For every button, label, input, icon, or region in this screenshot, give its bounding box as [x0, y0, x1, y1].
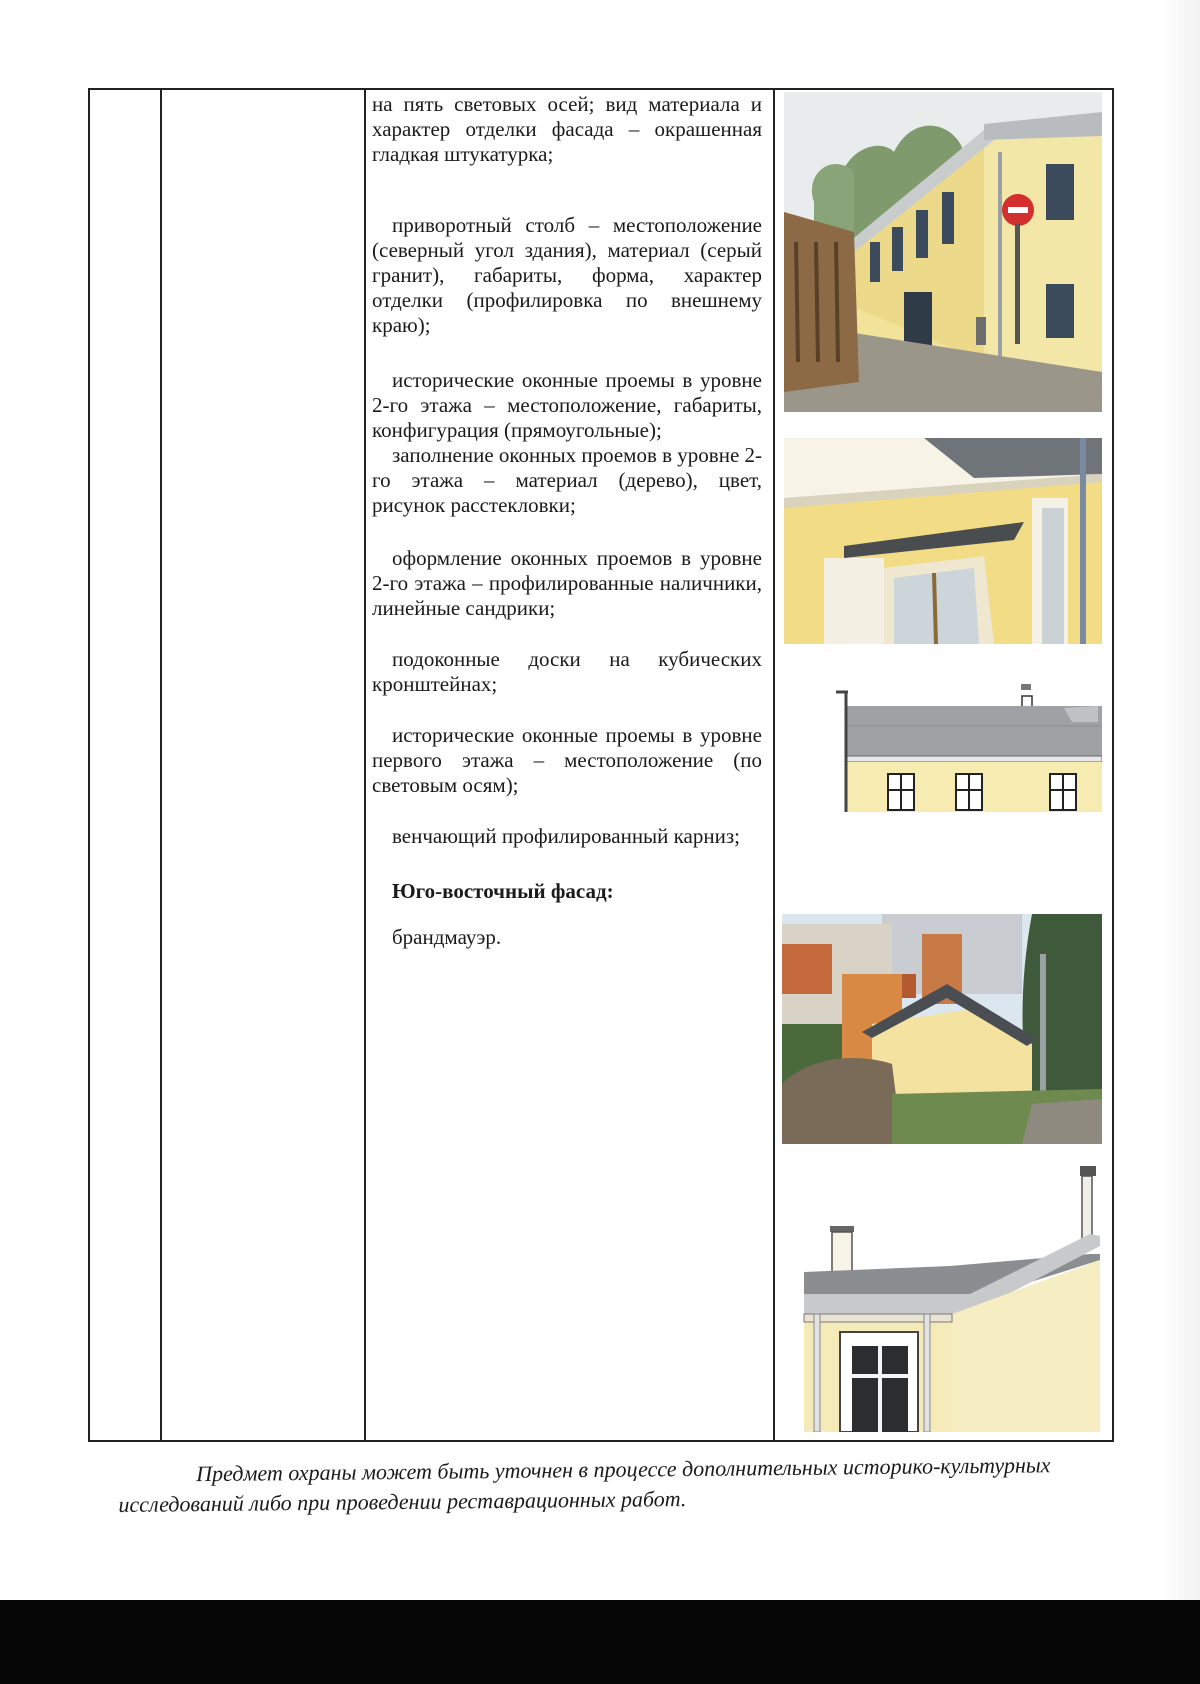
table-bottom-border — [88, 1440, 1112, 1442]
drawing-facade-elevation — [836, 682, 1102, 812]
photo-window-trim — [784, 438, 1102, 644]
photo-southeast-facade — [782, 914, 1102, 1144]
paragraph-cornice: венчающий профилированный карниз; — [392, 824, 740, 848]
table-left-border — [88, 88, 90, 1442]
footnote-line-2: исследований либо при проведении реставрационных работ. — [118, 1486, 687, 1517]
paragraph-facade-material: на пять световых осей; вид материала и характер отделки фасада – окрашенная гладкая штукатурка; — [372, 92, 762, 166]
paragraph-window-fill: заполнение оконных проемов в уровне 2-го этажа – материал (дерево), цвет, рисунок расстекловки; — [372, 443, 763, 517]
paragraph-firewall: брандмауэр. — [392, 925, 502, 949]
protection-subject-text — [372, 92, 762, 950]
table-col-divider-1 — [160, 88, 162, 1442]
photo-building-corner — [784, 92, 1102, 412]
photo-window-trim-graphic — [784, 438, 1102, 644]
paragraph-window-sills: подоконные доски на кубических кронштейнах; — [372, 647, 762, 696]
drawing-facade-elevation-graphic — [836, 682, 1102, 812]
paragraph-window-trim: оформление оконных проемов в уровне 2-го этажа – профилированные наличники, линейные сандрики; — [372, 546, 762, 620]
scan-bottom-bar — [0, 1600, 1200, 1684]
table-col-divider-2 — [364, 88, 366, 1442]
drawing-rear-elevation — [800, 1164, 1102, 1432]
photo-southeast-facade-graphic — [782, 914, 1102, 1144]
drawing-rear-elevation-graphic — [800, 1164, 1102, 1432]
footnote — [118, 1449, 1149, 1520]
footnote-line-1: Предмет охраны может быть уточнен в процессе дополнительных историко-культурных — [196, 1452, 1051, 1487]
photo-building-corner-graphic — [784, 92, 1102, 412]
paragraph-second-floor-openings: исторические оконные проемы в уровне 2-го этажа – местоположение, габариты, конфигурация (прямоугольные); — [372, 368, 762, 442]
table-right-border — [1112, 88, 1114, 1442]
table-col-divider-3 — [773, 88, 775, 1442]
page-edge-shadow — [1160, 0, 1200, 1600]
section-heading-southeast-facade: Юго-восточный фасад: — [392, 879, 614, 903]
paragraph-gate-post: приворотный столб – местоположение (северный угол здания), материал (серый гранит), габариты, форма, характер отделки (профилировка по внешнему краю); — [372, 213, 762, 337]
paragraph-first-floor-openings: исторические оконные проемы в уровне первого этажа – местоположение (по световым осям); — [372, 723, 762, 797]
table-top-border — [88, 88, 1112, 90]
